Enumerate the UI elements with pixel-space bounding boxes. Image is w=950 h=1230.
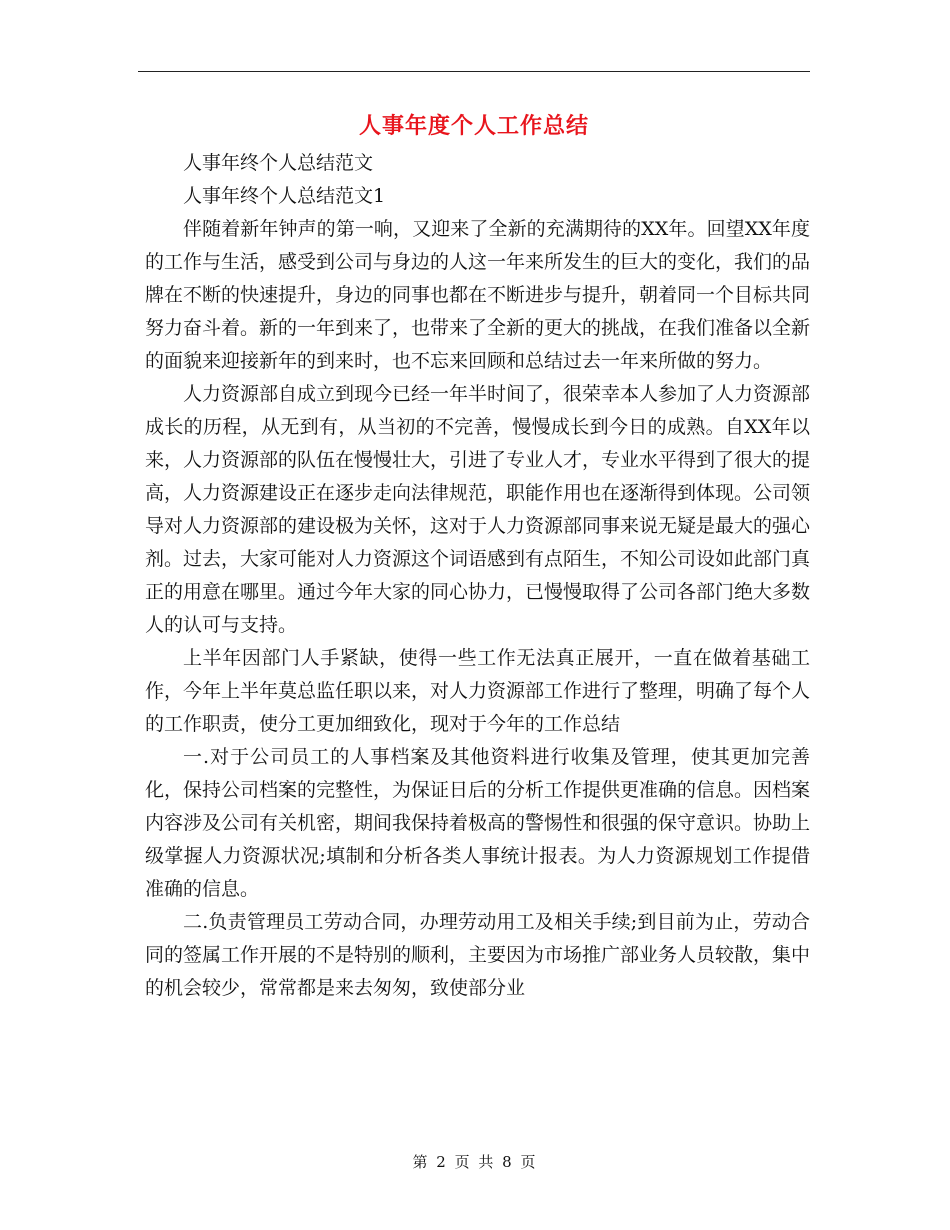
document-title: 人事年度个人工作总结 xyxy=(358,113,589,139)
paragraph: 一.对于公司员工的人事档案及其他资料进行收集及管理，使其更加完善化，保持公司档案的完整性，为保证日后的分析工作提供更准确的信息。因档案内容涉及公司有关机密，期间我保持着极高的警惕性和很强的保守意识。协助上级掌握人力资源状况;填制和分析各类人事统计报表。为人力资源规划工作提借准确的信息。 xyxy=(145,746,811,900)
paragraph-subtitle: 人事年终个人总结范文 xyxy=(183,152,374,174)
paragraph-subtitle-1: 人事年终个人总结范文1 xyxy=(183,185,386,207)
header-rule xyxy=(138,71,810,72)
paragraph: 伴随着新年钟声的第一响，又迎来了全新的充满期待的XX年。回望XX年度的工作与生活，感受到公司与身边的人这一年来所发生的巨大的变化，我们的品牌在不断的快速提升，身边的同事也都在不断进步与提升，朝着同一个目标共同努力奋斗着。新的一年到来了，也带来了全新的更大的挑战，在我们准备以全新的面貌来迎接新年的到来时，也不忘来回顾和总结过去一年来所做的努力。 xyxy=(145,218,811,372)
paragraph: 人力资源部自成立到现今已经一年半时间了，很荣幸本人参加了人力资源部成长的历程，从无到有，从当初的不完善，慢慢成长到今日的成熟。自XX年以来，人力资源部的队伍在慢慢壮大，引进了专业人才，专业水平得到了很大的提高，人力资源建设正在逐步走向法律规范，职能作用也在逐渐得到体现。公司领导对人力资源部的建设极为关怀，这对于人力资源部同事来说无疑是最大的强心剂。过去，大家可能对人力资源这个词语感到有点陌生，不知公司设如此部门真正的用意在哪里。通过今年大家的同心协力，已慢慢取得了公司各部门绝大多数人的认可与支持。 xyxy=(145,383,811,636)
document-body xyxy=(145,147,810,1005)
paragraph: 上半年因部门人手紧缺，使得一些工作无法真正展开，一直在做着基础工作，今年上半年莫总监任职以来，对人力资源部工作进行了整理，明确了每个人的工作职责，使分工更加细致化，现对于今年的工作总结 xyxy=(145,647,811,735)
paragraph: 二.负责管理员工劳动合同，办理劳动用工及相关手续;到目前为止，劳动合同的签属工作开展的不是特别的顺利，主要因为市场推广部业务人员较散，集中的机会较少，常常都是来去匆匆，致使部分业 xyxy=(145,911,811,999)
page-number: 第 2 页 共 8 页 xyxy=(412,1153,538,1171)
